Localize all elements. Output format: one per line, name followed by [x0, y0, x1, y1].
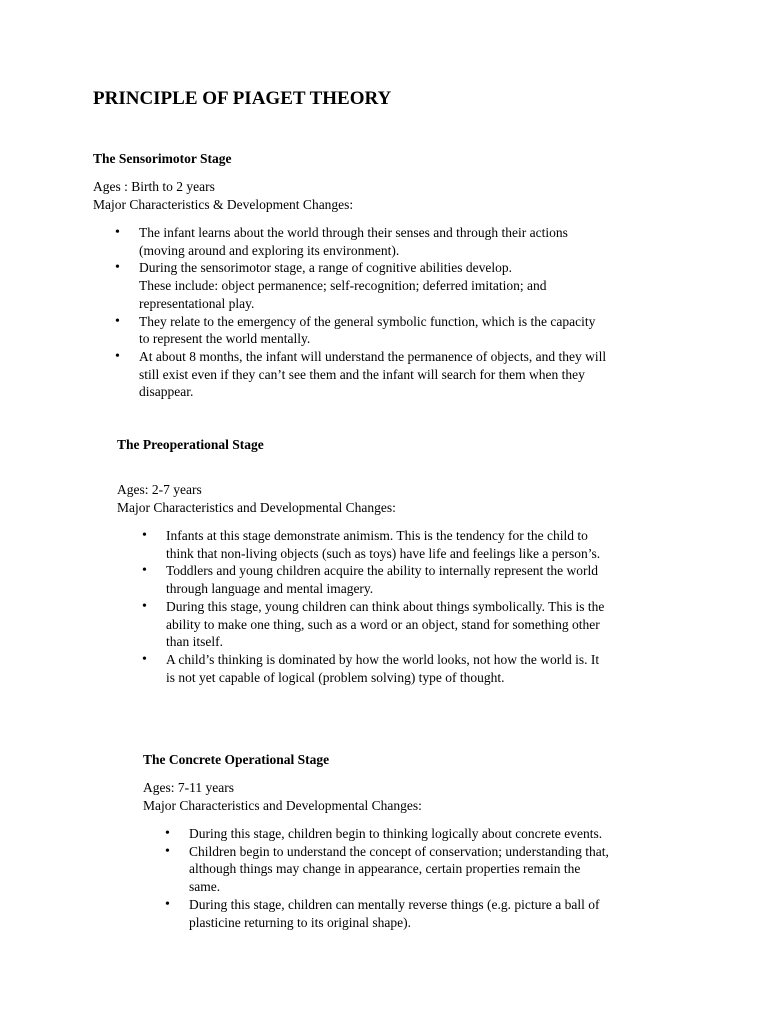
list-item-line: • A child’s thinking is dominated by how the world looks, not how the world is. It — [166, 651, 600, 667]
section-subtitle: Major Characteristics & Development Changes: — [93, 196, 354, 212]
bullet-list — [142, 527, 717, 686]
list-item-line: • During the sensorimotor stage, a range of cognitive abilities develop. — [139, 260, 513, 276]
list-item — [165, 896, 743, 931]
section-ages: Ages: 7-11 years — [143, 780, 234, 795]
list-item-line: • They relate to the emergency of the general symbolic function, which is the capacity — [139, 313, 596, 329]
list-item-line: disappear. — [139, 384, 194, 400]
section-heading: The Preoperational Stage — [117, 437, 264, 452]
list-item — [142, 651, 717, 686]
list-item-line: plasticine returning to its original shape). — [189, 914, 411, 930]
section-concrete-operational — [143, 751, 743, 931]
section-subtitle: Major Characteristics and Developmental Changes: — [117, 499, 396, 515]
list-item-line: through language and mental imagery. — [166, 581, 374, 597]
list-item-line: than itself. — [166, 634, 223, 650]
list-item — [115, 259, 693, 312]
list-item-line: • During this stage, children begin to thinking logically about concrete events. — [189, 826, 603, 841]
list-item-line: representational play. — [139, 295, 255, 311]
bullet-list — [115, 224, 693, 401]
list-item-line: is not yet capable of logical (problem solving) type of thought. — [166, 669, 505, 685]
list-item-line: • During this stage, young children can think about things symbolically. This is the — [166, 598, 605, 614]
list-item-line: (moving around and exploring its environment). — [139, 242, 400, 258]
list-item — [142, 562, 717, 597]
list-item — [142, 527, 717, 562]
list-item — [115, 224, 693, 259]
list-item — [142, 598, 717, 651]
list-item-line: • Toddlers and young children acquire the ability to internally represent the world — [166, 563, 599, 579]
list-item — [115, 313, 693, 348]
section-sensorimotor — [93, 150, 693, 401]
list-item-line: • During this stage, children can mentally reverse things (e.g. picture a ball of — [189, 896, 600, 912]
list-item-line: although things may change in appearance, certain properties remain the — [189, 861, 581, 877]
list-item-line: • Infants at this stage demonstrate animism. This is the tendency for the child to — [166, 528, 588, 543]
list-item-line: • Children begin to understand the concept of conservation; understanding that, — [189, 843, 609, 859]
list-item-line: • The infant learns about the world through their senses and through their actions — [139, 225, 568, 240]
list-item-line: think that non-living objects (such as toys) have life and feelings like a person’s. — [166, 545, 601, 561]
section-heading: The Concrete Operational Stage — [143, 752, 330, 767]
list-item-line: still exist even if they can’t see them and the infant will search for them when they — [139, 366, 585, 382]
page-title: PRINCIPLE OF PIAGET THEORY — [93, 88, 392, 109]
list-item-line: ability to make one thing, such as a word or an object, stand for something other — [166, 616, 600, 632]
list-item — [115, 348, 693, 401]
section-ages: Ages : Birth to 2 years — [93, 179, 215, 194]
list-item-line: These include: object permanence; self-recognition; deferred imitation; and — [139, 278, 547, 294]
list-item-line: to represent the world mentally. — [139, 331, 311, 347]
section-ages: Ages: 2-7 years — [117, 482, 202, 497]
section-heading: The Sensorimotor Stage — [93, 151, 232, 166]
bullet-list — [165, 825, 743, 931]
list-item — [165, 825, 743, 843]
list-item-line: same. — [189, 879, 221, 895]
section-subtitle: Major Characteristics and Developmental Changes: — [143, 797, 422, 813]
list-item-line: • At about 8 months, the infant will understand the permanence of objects, and they will — [139, 348, 607, 364]
list-item — [165, 843, 743, 896]
section-preoperational — [117, 436, 717, 686]
